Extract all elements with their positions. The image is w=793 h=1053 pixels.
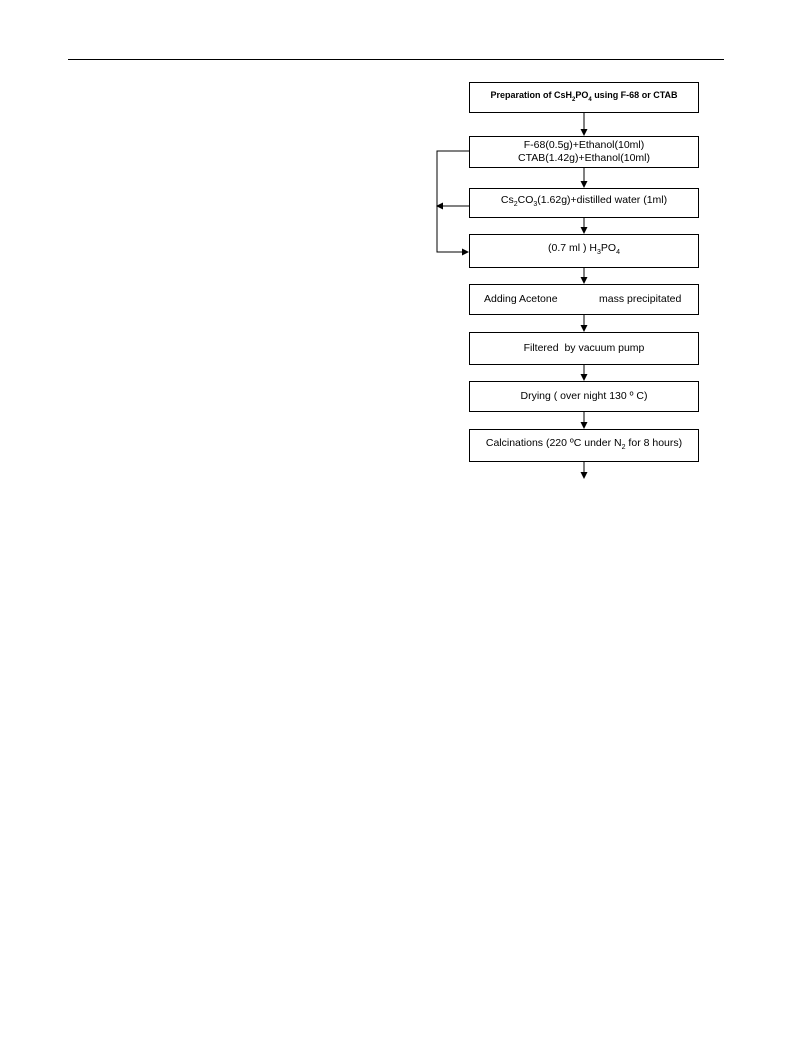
arrowhead-step6 [581, 374, 588, 381]
acetone-right-text: mass precipitated [599, 293, 682, 305]
title-part: using F-68 or CTAB [591, 89, 678, 100]
title-part: PO [575, 89, 589, 100]
step-text-part: Calcinations (220 ºC under N [485, 436, 622, 449]
arrowhead-step1 [581, 129, 588, 136]
arrowhead-step2 [581, 181, 588, 188]
step-text [501, 194, 667, 211]
step-text-part: (1.62g)+distilled water (1ml) [537, 194, 668, 207]
step-text [518, 139, 650, 165]
step-text [548, 242, 620, 259]
step-box-filtration [469, 332, 699, 365]
title-box [469, 82, 699, 113]
title-part: Preparation of CsH [490, 89, 572, 100]
step-box-phosphoric-acid [469, 234, 699, 268]
arrowhead-step4 [581, 277, 588, 284]
step-text-part: (0.7 ml ) H [548, 242, 598, 255]
title-text [490, 89, 677, 107]
step-text-part: Cs [500, 194, 514, 207]
arrowhead-step3 [581, 227, 588, 234]
step-subscript: 2 [513, 201, 518, 209]
step-subscript: 3 [597, 249, 601, 257]
title-subscript-2: 4 [588, 96, 592, 103]
step-subscript: 4 [616, 249, 620, 257]
step-box-drying [469, 381, 699, 412]
step-text-part: for 8 hours) [625, 436, 683, 449]
step-text: Drying ( over night 130 º C) [520, 390, 648, 402]
arrowhead-step7 [581, 422, 588, 429]
arrowhead-side-to-step3 [462, 249, 469, 256]
step-box-reagents [469, 136, 699, 168]
step-line: CTAB(1.42g)+Ethanol(10ml) [518, 152, 650, 164]
step-text: Filtered by vacuum pump [523, 342, 645, 354]
arrowhead-out [581, 472, 588, 479]
side-loop-connector [437, 151, 469, 252]
title-subscript-1: 2 [571, 96, 576, 103]
step-text-part: CO [517, 194, 534, 207]
step-box-calcination [469, 429, 699, 462]
arrowhead-step5 [581, 325, 588, 332]
step-subscript: 2 [621, 444, 626, 452]
acetone-left-text: Adding Acetone [484, 293, 558, 305]
step-line: F-68(0.5g)+Ethanol(10ml) [523, 139, 645, 151]
step-text-part: PO [600, 242, 617, 255]
step-text [486, 437, 682, 454]
step-box-cesium-carbonate [469, 188, 699, 218]
step-subscript: 3 [533, 201, 538, 209]
step-box-acetone [469, 284, 699, 315]
